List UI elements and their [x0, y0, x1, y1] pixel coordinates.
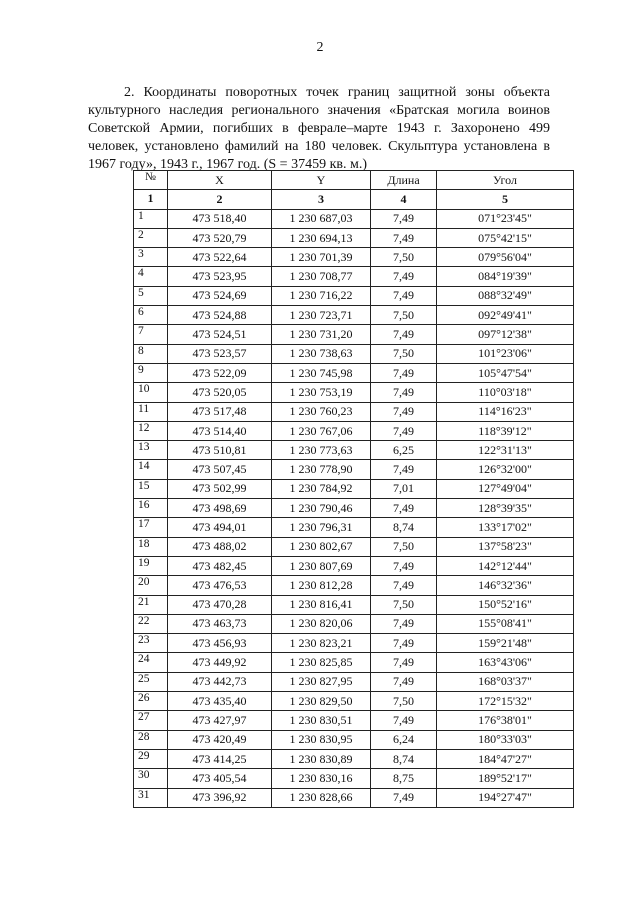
length-cell: 7,49	[371, 711, 437, 730]
table-row	[134, 441, 574, 460]
angle-cell: 101°23'06"	[437, 344, 574, 363]
length-cell: 7,49	[371, 672, 437, 691]
x-coordinate-cell: 473 435,40	[168, 692, 272, 711]
y-coordinate-cell: 1 230 820,06	[272, 614, 371, 633]
angle-cell: 127°49'04"	[437, 479, 574, 498]
table-row	[134, 556, 574, 575]
y-coordinate-cell: 1 230 807,69	[272, 556, 371, 575]
y-coordinate-cell: 1 230 784,92	[272, 479, 371, 498]
length-cell: 8,74	[371, 749, 437, 768]
angle-cell: 092°49'41"	[437, 306, 574, 325]
point-number-cell: 1	[134, 209, 168, 228]
table-row	[134, 402, 574, 421]
table-row	[134, 363, 574, 382]
y-coordinate-cell: 1 230 829,50	[272, 692, 371, 711]
y-coordinate-cell: 1 230 708,77	[272, 267, 371, 286]
x-coordinate-cell: 473 470,28	[168, 595, 272, 614]
angle-cell: 142°12'44"	[437, 556, 574, 575]
angle-cell: 122°31'13"	[437, 441, 574, 460]
length-cell: 6,25	[371, 441, 437, 460]
angle-cell: 146°32'36"	[437, 576, 574, 595]
table-row	[134, 788, 574, 807]
angle-cell: 168°03'37"	[437, 672, 574, 691]
angle-cell: 126°32'00"	[437, 460, 574, 479]
length-cell: 7,49	[371, 556, 437, 575]
x-coordinate-cell: 473 523,95	[168, 267, 272, 286]
point-number-cell: 28	[134, 730, 168, 749]
point-number-cell: 31	[134, 788, 168, 807]
x-coordinate-cell: 473 523,57	[168, 344, 272, 363]
table-row	[134, 576, 574, 595]
table-row	[134, 209, 574, 228]
y-coordinate-cell: 1 230 796,31	[272, 518, 371, 537]
point-number-cell: 22	[134, 614, 168, 633]
column-number-2: 2	[168, 190, 272, 209]
header-angle: Угол	[437, 171, 574, 190]
point-number-cell: 5	[134, 286, 168, 305]
point-number-cell: 27	[134, 711, 168, 730]
length-cell: 7,49	[371, 267, 437, 286]
x-coordinate-cell: 473 517,48	[168, 402, 272, 421]
y-coordinate-cell: 1 230 723,71	[272, 306, 371, 325]
angle-cell: 097°12'38"	[437, 325, 574, 344]
y-coordinate-cell: 1 230 802,67	[272, 537, 371, 556]
x-coordinate-cell: 473 507,45	[168, 460, 272, 479]
angle-cell: 079°56'04"	[437, 248, 574, 267]
point-number-cell: 14	[134, 460, 168, 479]
x-coordinate-cell: 473 427,97	[168, 711, 272, 730]
column-number-row	[134, 190, 574, 209]
y-coordinate-cell: 1 230 790,46	[272, 499, 371, 518]
y-coordinate-cell: 1 230 830,51	[272, 711, 371, 730]
x-coordinate-cell: 473 494,01	[168, 518, 272, 537]
coordinates-table	[133, 170, 574, 808]
table-row	[134, 614, 574, 633]
y-coordinate-cell: 1 230 701,39	[272, 248, 371, 267]
point-number-cell: 4	[134, 267, 168, 286]
x-coordinate-cell: 473 520,05	[168, 383, 272, 402]
point-number-cell: 13	[134, 441, 168, 460]
y-coordinate-cell: 1 230 694,13	[272, 228, 371, 247]
table-row	[134, 730, 574, 749]
point-number-cell: 3	[134, 248, 168, 267]
x-coordinate-cell: 473 396,92	[168, 788, 272, 807]
angle-cell: 155°08'41"	[437, 614, 574, 633]
x-coordinate-cell: 473 456,93	[168, 634, 272, 653]
table-row	[134, 479, 574, 498]
angle-cell: 184°47'27"	[437, 749, 574, 768]
x-coordinate-cell: 473 524,69	[168, 286, 272, 305]
length-cell: 7,49	[371, 634, 437, 653]
length-cell: 7,01	[371, 479, 437, 498]
y-coordinate-cell: 1 230 760,23	[272, 402, 371, 421]
x-coordinate-cell: 473 449,92	[168, 653, 272, 672]
length-cell: 7,49	[371, 421, 437, 440]
table-row	[134, 634, 574, 653]
angle-cell: 159°21'48"	[437, 634, 574, 653]
y-coordinate-cell: 1 230 767,06	[272, 421, 371, 440]
point-number-cell: 25	[134, 672, 168, 691]
point-number-cell: 12	[134, 421, 168, 440]
length-cell: 7,49	[371, 460, 437, 479]
point-number-cell: 20	[134, 576, 168, 595]
angle-cell: 137°58'23"	[437, 537, 574, 556]
point-number-cell: 7	[134, 325, 168, 344]
table-row	[134, 749, 574, 768]
y-coordinate-cell: 1 230 778,90	[272, 460, 371, 479]
y-coordinate-cell: 1 230 825,85	[272, 653, 371, 672]
y-coordinate-cell: 1 230 830,16	[272, 769, 371, 788]
angle-cell: 128°39'35"	[437, 499, 574, 518]
length-cell: 7,49	[371, 363, 437, 382]
x-coordinate-cell: 473 482,45	[168, 556, 272, 575]
y-coordinate-cell: 1 230 827,95	[272, 672, 371, 691]
length-cell: 7,50	[371, 692, 437, 711]
length-cell: 7,50	[371, 306, 437, 325]
angle-cell: 194°27'47"	[437, 788, 574, 807]
y-coordinate-cell: 1 230 738,63	[272, 344, 371, 363]
header-length: Длина	[371, 171, 437, 190]
x-coordinate-cell: 473 476,53	[168, 576, 272, 595]
y-coordinate-cell: 1 230 687,03	[272, 209, 371, 228]
table-row	[134, 344, 574, 363]
length-cell: 7,49	[371, 325, 437, 344]
point-number-cell: 10	[134, 383, 168, 402]
x-coordinate-cell: 473 518,40	[168, 209, 272, 228]
angle-cell: 133°17'02"	[437, 518, 574, 537]
table-row	[134, 460, 574, 479]
point-number-cell: 30	[134, 769, 168, 788]
table-row	[134, 653, 574, 672]
table-row	[134, 306, 574, 325]
point-number-cell: 17	[134, 518, 168, 537]
length-cell: 7,49	[371, 499, 437, 518]
point-number-cell: 21	[134, 595, 168, 614]
length-cell: 7,49	[371, 402, 437, 421]
angle-cell: 084°19'39"	[437, 267, 574, 286]
length-cell: 8,74	[371, 518, 437, 537]
angle-cell: 180°33'03"	[437, 730, 574, 749]
y-coordinate-cell: 1 230 716,22	[272, 286, 371, 305]
table-row	[134, 711, 574, 730]
angle-cell: 163°43'06"	[437, 653, 574, 672]
y-coordinate-cell: 1 230 816,41	[272, 595, 371, 614]
intro-paragraph: 2. Координаты поворотных точек границ защитной зоны объекта культурного наследия регионального значения «Братская могила воинов Советской Армии, погибших в феврале–марте 1943 г. Захоронено 499 человек, установлено фамилий на 180 человек. Скульптура установлена в 1967 году», 1943 г., 1967 год. (S = 37459 кв. м.)	[88, 85, 550, 172]
length-cell: 7,50	[371, 537, 437, 556]
table-row	[134, 672, 574, 691]
y-coordinate-cell: 1 230 773,63	[272, 441, 371, 460]
y-coordinate-cell: 1 230 823,21	[272, 634, 371, 653]
table-row	[134, 499, 574, 518]
length-cell: 7,49	[371, 576, 437, 595]
x-coordinate-cell: 473 405,54	[168, 769, 272, 788]
table-body	[134, 209, 574, 807]
length-cell: 7,50	[371, 344, 437, 363]
table-row	[134, 537, 574, 556]
angle-cell: 071°23'45"	[437, 209, 574, 228]
x-coordinate-cell: 473 520,79	[168, 228, 272, 247]
point-number-cell: 2	[134, 228, 168, 247]
x-coordinate-cell: 473 522,09	[168, 363, 272, 382]
angle-cell: 114°16'23"	[437, 402, 574, 421]
column-number-3: 3	[272, 190, 371, 209]
point-number-cell: 11	[134, 402, 168, 421]
table-row	[134, 383, 574, 402]
length-cell: 6,24	[371, 730, 437, 749]
angle-cell: 150°52'16"	[437, 595, 574, 614]
table-row	[134, 769, 574, 788]
header-y: Y	[272, 171, 371, 190]
table-row	[134, 421, 574, 440]
table-row	[134, 248, 574, 267]
table-header-row	[134, 171, 574, 190]
point-number-cell: 9	[134, 363, 168, 382]
point-number-cell: 24	[134, 653, 168, 672]
table-row	[134, 228, 574, 247]
point-number-cell: 23	[134, 634, 168, 653]
header-number: №	[134, 171, 168, 190]
y-coordinate-cell: 1 230 830,89	[272, 749, 371, 768]
point-number-cell: 15	[134, 479, 168, 498]
angle-cell: 176°38'01"	[437, 711, 574, 730]
angle-cell: 105°47'54"	[437, 363, 574, 382]
length-cell: 7,49	[371, 614, 437, 633]
column-number-4: 4	[371, 190, 437, 209]
point-number-cell: 29	[134, 749, 168, 768]
length-cell: 7,49	[371, 228, 437, 247]
point-number-cell: 16	[134, 499, 168, 518]
y-coordinate-cell: 1 230 830,95	[272, 730, 371, 749]
length-cell: 7,49	[371, 788, 437, 807]
y-coordinate-cell: 1 230 731,20	[272, 325, 371, 344]
x-coordinate-cell: 473 420,49	[168, 730, 272, 749]
angle-cell: 189°52'17"	[437, 769, 574, 788]
table-row	[134, 286, 574, 305]
table-row	[134, 595, 574, 614]
point-number-cell: 6	[134, 306, 168, 325]
length-cell: 7,50	[371, 595, 437, 614]
x-coordinate-cell: 473 522,64	[168, 248, 272, 267]
length-cell: 7,49	[371, 209, 437, 228]
length-cell: 7,49	[371, 286, 437, 305]
header-x: X	[168, 171, 272, 190]
point-number-cell: 18	[134, 537, 168, 556]
angle-cell: 118°39'12"	[437, 421, 574, 440]
y-coordinate-cell: 1 230 753,19	[272, 383, 371, 402]
table-row	[134, 325, 574, 344]
y-coordinate-cell: 1 230 828,66	[272, 788, 371, 807]
table-row	[134, 267, 574, 286]
length-cell: 7,50	[371, 248, 437, 267]
column-number-1: 1	[134, 190, 168, 209]
angle-cell: 075°42'15"	[437, 228, 574, 247]
length-cell: 8,75	[371, 769, 437, 788]
x-coordinate-cell: 473 514,40	[168, 421, 272, 440]
angle-cell: 172°15'32"	[437, 692, 574, 711]
angle-cell: 110°03'18"	[437, 383, 574, 402]
x-coordinate-cell: 473 414,25	[168, 749, 272, 768]
column-number-5: 5	[437, 190, 574, 209]
table-row	[134, 692, 574, 711]
x-coordinate-cell: 473 442,73	[168, 672, 272, 691]
table-row	[134, 518, 574, 537]
y-coordinate-cell: 1 230 745,98	[272, 363, 371, 382]
x-coordinate-cell: 473 510,81	[168, 441, 272, 460]
length-cell: 7,49	[371, 383, 437, 402]
point-number-cell: 26	[134, 692, 168, 711]
x-coordinate-cell: 473 524,88	[168, 306, 272, 325]
x-coordinate-cell: 473 524,51	[168, 325, 272, 344]
x-coordinate-cell: 473 502,99	[168, 479, 272, 498]
angle-cell: 088°32'49"	[437, 286, 574, 305]
point-number-cell: 8	[134, 344, 168, 363]
point-number-cell: 19	[134, 556, 168, 575]
y-coordinate-cell: 1 230 812,28	[272, 576, 371, 595]
x-coordinate-cell: 473 498,69	[168, 499, 272, 518]
x-coordinate-cell: 473 488,02	[168, 537, 272, 556]
x-coordinate-cell: 473 463,73	[168, 614, 272, 633]
length-cell: 7,49	[371, 653, 437, 672]
page-number: 2	[316, 40, 324, 55]
